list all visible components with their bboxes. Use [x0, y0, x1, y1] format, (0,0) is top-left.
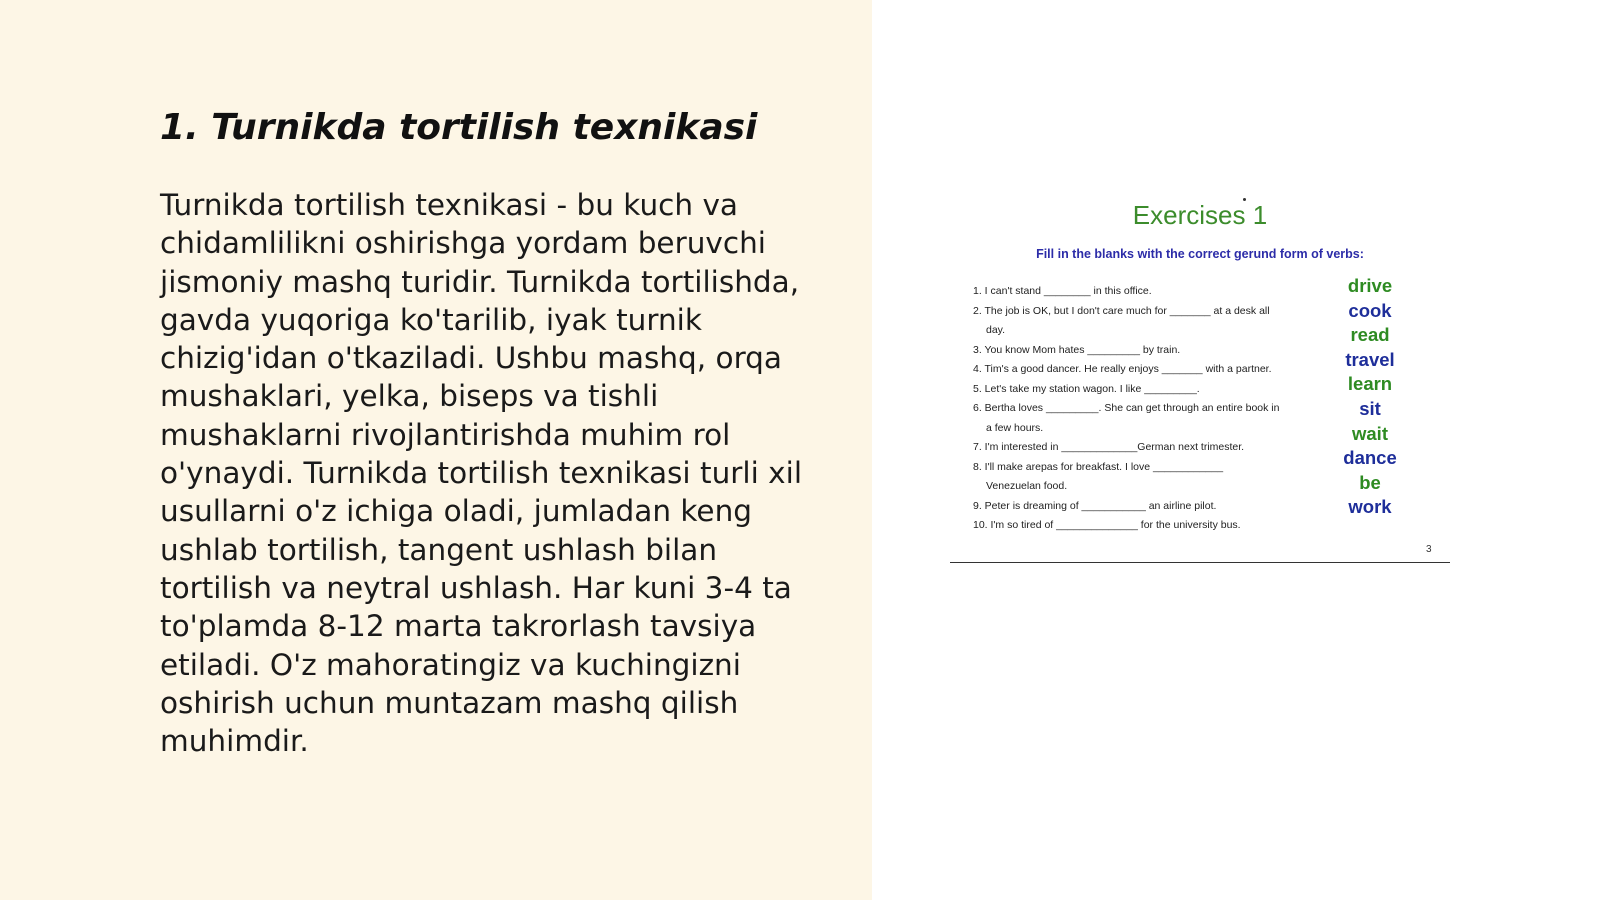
slide-body-text: Turnikda tortilish texnikasi - bu kuch va chidamlilikni oshirishga yordam beruvchi jismoniy mashq turidir. Turnikda tortilishda, gavda yuqoriga ko'tarilib, iyak turnik chizig'idan o'tkaziladi. Ushbu mashq, orqa mushaklari, yelka, biseps va tishli mushaklarni rivojlantirishda muhim rol o'ynaydi. Turnikda tortilish texnikasi turli xil usullarni o'z ichiga oladi, jumladan keng ushlab tortilish, tangent ushlash bilan tortilish va neytral ushlash. Har kuni 3-4 ta to'plamda 8-12 marta takrorlash tavsiya etiladi. O'z mahoratingiz va kuchingizni oshirish uchun muntazam mashq qilish muhimdir.	[160, 188, 803, 759]
exercise-line: 9. Peter is dreaming of ___________ an airline pilot.	[973, 499, 1217, 512]
bottom-rule	[950, 562, 1450, 563]
verb-word: be	[1359, 471, 1381, 493]
exercise-line: 10. I'm so tired of ______________ for the university bus.	[973, 519, 1241, 531]
exercise-line: 5. Let's take my station wagon. I like _________.	[973, 382, 1200, 395]
exercise-line: 8. I'll make arepas for breakfast. I love ____________	[973, 460, 1224, 473]
exercise-instruction: Fill in the blanks with the correct gerund form of verbs:	[1036, 247, 1364, 261]
exercise-sentences	[973, 282, 1323, 536]
exercise-line: 3. You know Mom hates _________ by train.	[973, 343, 1181, 356]
verb-word: travel	[1345, 348, 1395, 370]
verb-word: work	[1348, 496, 1392, 518]
exercise-line: day.	[986, 324, 1006, 336]
exercise-line: 7. I'm interested in _____________German next trimester.	[973, 441, 1245, 453]
verb-word: wait	[1352, 422, 1388, 444]
verb-word: drive	[1347, 275, 1393, 296]
exercise-image	[950, 186, 1450, 566]
verb-word: dance	[1343, 447, 1397, 469]
verb-word: sit	[1359, 397, 1381, 419]
exercise-line: Venezuelan food.	[986, 480, 1068, 492]
exercise-line: 6. Bertha loves _________. She can get through an entire book in	[973, 402, 1280, 414]
exercise-title: Exercises 1	[1132, 200, 1268, 230]
exercise-line: 4. Tim's a good dancer. He really enjoys _______ with a partner.	[973, 363, 1272, 375]
exercise-line: a few hours.	[986, 421, 1044, 434]
verb-word: read	[1350, 324, 1390, 346]
exercise-line: 2. The job is OK, but I don't care much for _______ at a desk all	[973, 304, 1270, 317]
exercise-line: 1. I can't stand ________ in this office.	[973, 285, 1152, 297]
slide-title: 1. Turnikda tortilish texnikasi	[160, 107, 758, 148]
page-number: 3	[1426, 544, 1432, 555]
verb-word: cook	[1348, 299, 1392, 321]
verb-word: learn	[1347, 373, 1393, 395]
verb-word-list	[1320, 274, 1420, 520]
